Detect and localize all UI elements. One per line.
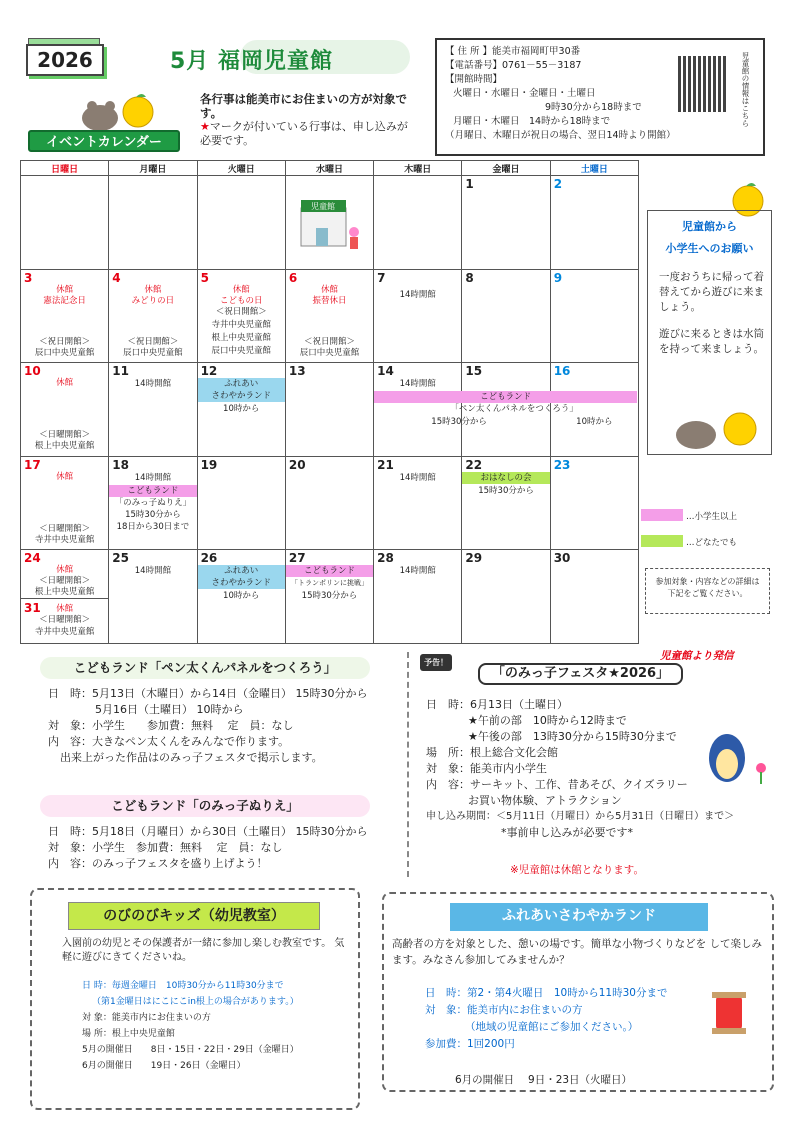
fureai-line-3: 対 象：能美市内にお住まいの方 (425, 1004, 583, 1016)
nobinobi-line-7: 6月の開催日 19日・26日（金曜日） (82, 1061, 246, 1071)
open-place: 寺井中央児童館 (211, 319, 271, 330)
closed-label: 休館 (320, 284, 338, 295)
intro-note (200, 120, 415, 148)
day-cell-11 (109, 363, 197, 457)
hours-1: 火曜日・水曜日・金曜日・土曜日 (453, 88, 596, 99)
event-time: 10時から (223, 591, 260, 602)
festa-banner: 児童館より発信 (660, 650, 734, 662)
fureai-line-2: 日 時：第2・第4火曜日 10時から11時30分まで (425, 987, 668, 999)
nobinobi-title: のびのびキッズ（幼児教室） (68, 902, 320, 930)
pen-line-2: 5月16日（土曜日） 10時から (95, 703, 244, 716)
event-time: 10時から (223, 404, 260, 415)
event-time: 15時30分から (125, 509, 181, 520)
holiday-open: ＜祝日開館＞ (39, 336, 91, 347)
festa-line-4: 場 所：根上総合文化会館 (426, 746, 558, 759)
day-cell-27 (285, 550, 373, 644)
pen-line-3: 対 象：小学生 参加費：無料 定 員：なし (48, 719, 294, 732)
festa-closed-note: ※児童館は休館となります。 (510, 864, 644, 876)
day-number: 10 (24, 364, 41, 379)
day-cell-empty (285, 176, 373, 270)
day-cell-10 (21, 363, 109, 457)
event-time: 15時30分から (478, 485, 534, 496)
day-cell-20 (285, 456, 373, 550)
aside-paragraph-1: 一度おうちに帰って着替えてから遊びに来ましょう。 (659, 271, 764, 313)
day-cell-22 (462, 456, 550, 550)
open-time: 14時開館 (399, 566, 436, 577)
event-period: 18日から30日まで (116, 521, 190, 532)
day-number: 9 (553, 270, 563, 285)
festa-title: 「のみっ子フェスタ★2026」 (478, 663, 683, 685)
open-place: 辰口中央児童館 (211, 345, 271, 356)
event-time: 15時30分から (301, 591, 358, 602)
nobinobi-line-6: 5月の開催日 8日・15日・22日・29日（金曜日） (82, 1045, 299, 1055)
festa-line-5: 対 象：能美市内小学生 (426, 762, 547, 775)
day-number: 21 (377, 457, 394, 472)
open-place: 根上中央児童館 (34, 441, 95, 452)
day-cell-empty (197, 176, 285, 270)
weekday-wed: 水曜日 (285, 161, 373, 176)
holiday-name: 振替休日 (312, 295, 347, 306)
festa-line-6: 内 容：サーキット、工作、昔あそび、クイズラリー (426, 778, 688, 791)
nobinobi-line-3: （第1金曜日はにこにこin根上の場合があります。） (92, 997, 299, 1007)
day-number: 11 (112, 364, 129, 379)
festa-line-7: お買い物体験、アトラクション (468, 794, 622, 807)
trampoline-title: 「トランポリンに挑戦」 (290, 579, 368, 588)
day-cell-1 (462, 176, 550, 270)
day-number: 5 (200, 270, 209, 285)
nobinobi-details (82, 978, 357, 1074)
day-number: 17 (24, 457, 41, 472)
day-cell-13 (285, 363, 373, 457)
day-number: 30 (553, 551, 571, 566)
day-number: 7 (377, 270, 386, 285)
sunday-open: ＜日曜開館＞ (39, 523, 91, 534)
weekday-mon: 月曜日 (109, 161, 197, 176)
nobinobi-line-2: 日 時：毎週金曜日 10時30分から11時30分まで (82, 981, 284, 991)
day-cell-26 (197, 550, 285, 644)
legend-pink-label: …小学生以上 (686, 512, 738, 522)
day-cell-9 (550, 269, 638, 363)
closed-label: 休館 (144, 284, 162, 295)
sunday-open: ＜日曜開館＞ (39, 430, 91, 441)
week-row (21, 176, 639, 270)
qr-code-icon[interactable] (678, 56, 728, 112)
intro-bold: 各行事は能美市にお住まいの方が対象です。 (200, 92, 407, 120)
intro-rest: マークが付いている行事は、申し込みが必要です。 (200, 120, 408, 147)
preview-tag: 予告！ (420, 654, 452, 671)
day-number: 8 (465, 270, 474, 285)
festa-line-8: 申し込み期間：＜5月11日（月曜日）から5月31日（日曜日）まで＞ (426, 811, 735, 822)
weekday-header (21, 161, 639, 176)
fureai-details (425, 985, 725, 1053)
svg-text:児童館: 児童館 (310, 202, 335, 212)
week-row (21, 550, 639, 644)
ohanashi-bar[interactable]: おはなしの会 (462, 472, 549, 484)
sewing-thread-icon (700, 988, 760, 1043)
hours-note: （月曜日、木曜日が祝日の場合、翌日14時より開館） (445, 130, 676, 141)
day-number: 24 (24, 551, 41, 566)
legend-lime-label: …どなたでも (686, 538, 738, 548)
day-cell-3 (21, 269, 109, 363)
day-number: 12 (200, 364, 218, 379)
closed-label: 休館 (56, 284, 74, 295)
day-cell-24-31 (21, 550, 109, 644)
calendar (20, 160, 639, 644)
aside-heading-2: 小学生へのお願い (665, 242, 754, 255)
open-time: 14時開館 (399, 472, 436, 483)
week-row (21, 269, 639, 363)
nurie-section-title: こどもランド「のみっ子ぬりえ」 (40, 795, 370, 817)
legend-lime-swatch (641, 535, 683, 547)
nobinobi-intro: 入園前の幼児とその保護者が一緒に参加し楽しむ教室です。 気軽に遊びにきてくださいね。 (62, 938, 345, 963)
day-cell-empty (21, 176, 109, 270)
pen-section-body (48, 686, 398, 766)
day-cell-7 (374, 269, 462, 363)
sawayaka-bar[interactable]: さわやかランド (198, 390, 285, 402)
aside-heading-1: 児童館から (682, 220, 737, 233)
day-number: 1 (465, 177, 474, 192)
day-number: 28 (377, 551, 394, 566)
nobinobi-line-4: 対 象：能美市内にお住まいの方 (82, 1013, 211, 1023)
fureai-bar[interactable]: ふれあい (198, 565, 285, 577)
festa-line-1: 日 時：6月13日（土曜日） (426, 698, 568, 711)
pen-section-title: こどもランド「ペン太くんパネルをつくろう」 (40, 657, 370, 679)
day-cell-8 (462, 269, 550, 363)
nurie-line-1: 日 時：5月18日（月曜日）から30日（土曜日） 15時30分から (48, 825, 368, 838)
day-cell-6 (285, 269, 373, 363)
nurie-section-body (48, 824, 398, 872)
open-time: 14時開館 (399, 289, 436, 300)
day-cell-empty (109, 176, 197, 270)
section-divider (407, 652, 409, 877)
fureai-bar[interactable]: ふれあい (198, 378, 285, 390)
open-time: 14時開館 (134, 566, 172, 577)
pen-event-title: 「ペン太くんパネルをつくろう」 (450, 404, 578, 415)
kodomo-land-bar[interactable]: こどもランド (109, 485, 196, 497)
event-time: 15時30分から (431, 417, 487, 428)
holiday-name: みどりの日 (131, 295, 175, 306)
festa-line-9: *事前申し込みが必要です* (501, 826, 633, 839)
day-number: 13 (288, 364, 306, 379)
day-cell-30 (550, 550, 638, 644)
detail-note: 参加対象・内容などの詳細は下記をご覧ください。 (645, 568, 770, 614)
day-number: 15 (465, 364, 483, 379)
day-number: 25 (112, 551, 129, 566)
day-cell-17 (21, 456, 109, 550)
mascot-illustration (70, 92, 160, 132)
closed-label: 休館 (56, 565, 74, 576)
week-row (21, 456, 639, 550)
day-number: 6 (288, 270, 298, 285)
event-time: 10時から (576, 417, 613, 428)
day-cell-empty (374, 176, 462, 270)
pen-line-1: 日 時：5月13日（木曜日）から14日（金曜日） 15時30分から (48, 687, 368, 700)
day-cell-12 (197, 363, 285, 457)
weekday-fri: 金曜日 (462, 161, 550, 176)
day-cell-25 (109, 550, 197, 644)
open-place: 寺井中央児童館 (34, 627, 95, 638)
day-number: 29 (465, 551, 483, 566)
day-number: 16 (553, 364, 571, 379)
weekday-thu: 木曜日 (374, 161, 462, 176)
day-cell-18 (109, 456, 197, 550)
festa-line-2: ★午前の部 10時から12時まで (468, 714, 627, 727)
nurie-title: 「のみっ子ぬりえ」 (114, 497, 192, 508)
kodomo-land-bar[interactable]: こどもランド (374, 391, 637, 403)
sunday-open: ＜日曜開館＞ (39, 615, 91, 626)
weekday-tue: 火曜日 (197, 161, 285, 176)
year-badge: 2026 (26, 44, 104, 76)
open-time: 14時開館 (134, 472, 172, 483)
day-number: 20 (288, 457, 306, 472)
pen-line-4: 内 容：大きなペン太くんをみんなで作ります。 (48, 735, 290, 748)
hours-label: 【開館時間】 (445, 74, 503, 85)
closed-label: 休館 (56, 604, 74, 615)
closed-label: 休館 (56, 378, 74, 389)
holiday-open: ＜祝日開館＞ (215, 306, 267, 317)
holiday-name: こどもの日 (219, 295, 263, 306)
day-number: 18 (112, 457, 129, 472)
day-number: 3 (24, 270, 33, 285)
address: 【 住 所 】能美市福岡町甲30番 (445, 46, 581, 57)
open-place: 辰口中央児童館 (34, 347, 95, 358)
day-number: 14 (377, 364, 394, 379)
penguin-mascot-icon (695, 726, 771, 786)
fureai-line-5: 参加費：1回200円 (425, 1038, 515, 1050)
weekday-sat: 土曜日 (550, 161, 638, 176)
pen-line-5: 出来上がった作品はのみっ子フェスタで掲示します。 (60, 751, 323, 764)
holiday-open: ＜祝日開館＞ (127, 336, 179, 347)
week-row (21, 363, 639, 457)
legend-pink-swatch (641, 509, 683, 521)
open-place: 辰口中央児童館 (299, 347, 360, 358)
holiday-open: ＜祝日開館＞ (303, 336, 355, 347)
nurie-line-3: 内 容：のみっ子フェスタを盛り上げよう！ (48, 857, 268, 870)
kodomo-land-bar[interactable]: こどもランド (286, 565, 373, 577)
holiday-name: 憲法記念日 (43, 295, 86, 306)
open-place: 根上中央児童館 (34, 587, 95, 598)
day-number: 23 (553, 457, 571, 472)
fureai-line-4: （地域の児童館にご参加ください。） (465, 1021, 639, 1033)
star-mark: ★ (200, 120, 210, 133)
day-cell-4 (109, 269, 197, 363)
page-title: 5月 福岡児童館 (170, 49, 333, 74)
fureai-title: ふれあいさわやかランド (450, 903, 708, 931)
day-number: 19 (200, 457, 218, 472)
festa-line-3: ★午後の部 13時30分から15時30分まで (468, 730, 677, 743)
mascots-illustration (668, 405, 766, 451)
day-cell-23 (550, 456, 638, 550)
day-cell-28 (374, 550, 462, 644)
weekday-sun: 日曜日 (21, 161, 109, 176)
day-number: 27 (288, 551, 306, 566)
hours-2: 月曜日・木曜日 14時から18時まで (453, 116, 611, 127)
day-number: 22 (465, 457, 483, 472)
aside-paragraph-2: 遊びに来るときは水筒を持って来ましょう。 (659, 328, 764, 355)
nobinobi-line-5: 場 所：根上中央児童館 (82, 1029, 175, 1039)
closed-label: 休館 (232, 284, 250, 295)
day-cell-29 (462, 550, 550, 644)
day-cell-2 (550, 176, 638, 270)
open-place: 根上中央児童館 (211, 332, 271, 343)
day-cell-21 (374, 456, 462, 550)
day-cell-5 (197, 269, 285, 363)
fureai-june-dates: 6月の開催日 9日・23日（火曜日） (455, 1074, 633, 1086)
hours-1b: 9時30分から18時まで (545, 102, 642, 113)
open-time: 14時開館 (134, 379, 172, 390)
day-number: 2 (553, 177, 563, 192)
open-place: 寺井中央児童館 (34, 534, 95, 545)
nurie-line-2: 対 象：小学生 参加費：無料 定 員：なし (48, 841, 283, 854)
sunday-open: ＜日曜開館＞ (39, 576, 91, 587)
jidokan-building-icon (296, 198, 366, 258)
event-calendar-label: イベントカレンダー (28, 130, 180, 152)
day-number: 4 (112, 270, 121, 285)
day-number: 26 (200, 551, 218, 566)
sawayaka-bar[interactable]: さわやかランド (198, 577, 285, 589)
phone: 【電話番号】0761－55－3187 (445, 60, 582, 71)
day-number: 31 (24, 601, 41, 616)
closed-label: 休館 (56, 471, 74, 482)
qr-note: 児童館の情報はこちら (741, 52, 750, 127)
open-time: 14時開館 (399, 379, 436, 390)
open-place: 辰口中央児童館 (123, 347, 183, 358)
day-cell-19 (197, 456, 285, 550)
fureai-intro: 高齢者の方を対象とした、憩いの場です。簡単な小物づくりなどを して楽しみます。みなさん参加してみませんか？ (392, 938, 762, 966)
